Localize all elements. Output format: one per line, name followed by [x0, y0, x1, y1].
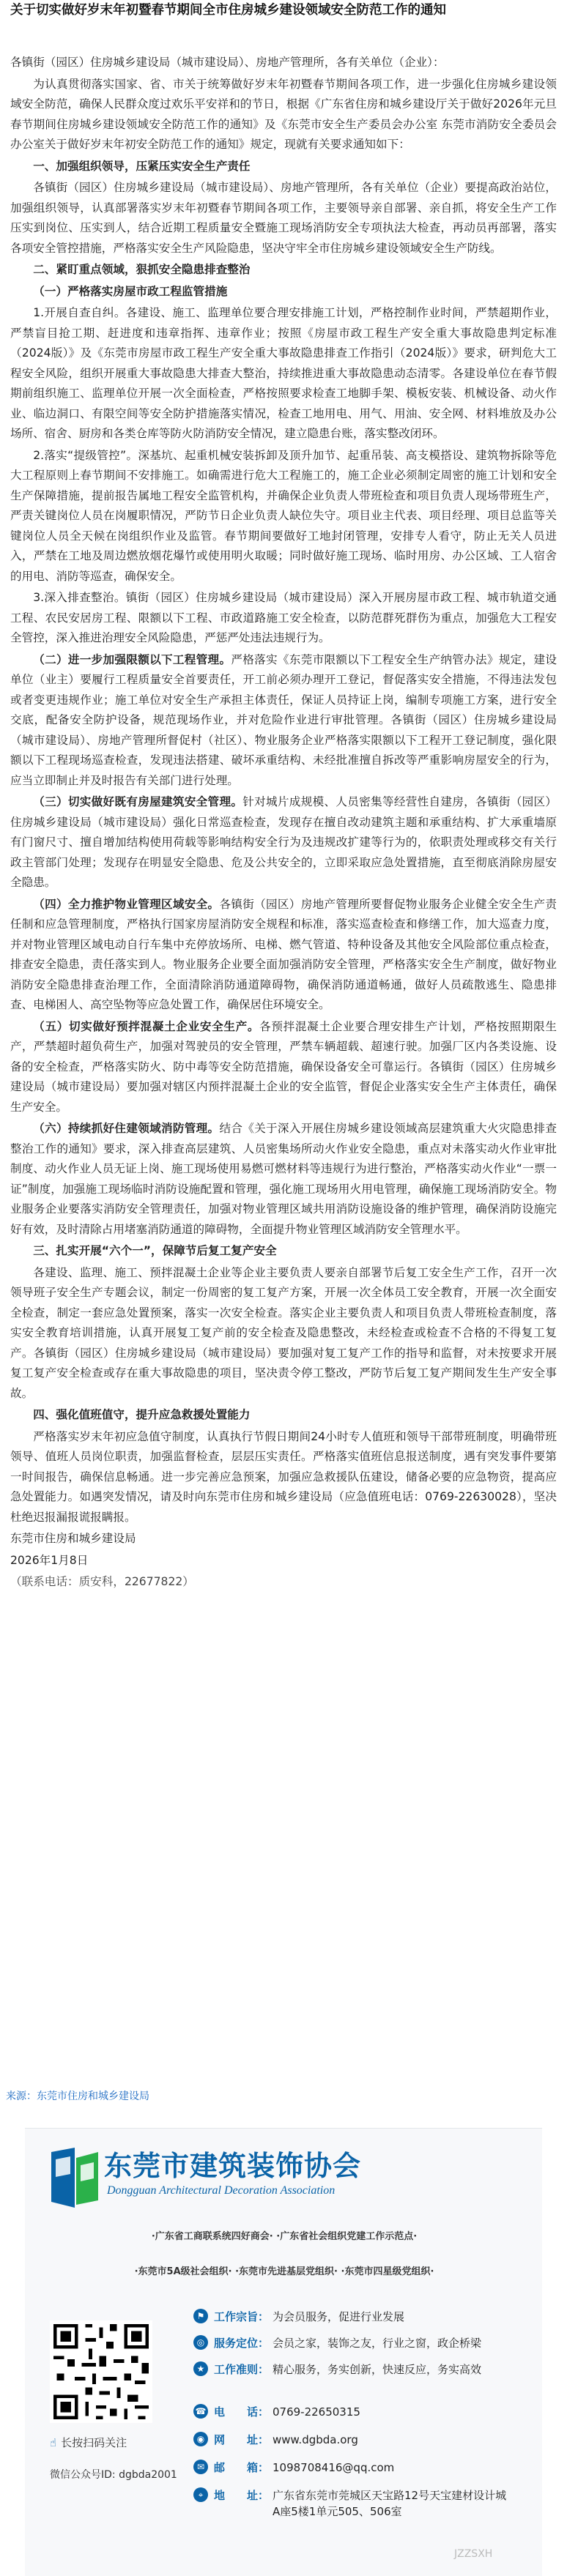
association-logo-icon [47, 2145, 101, 2211]
section-heading-4: 四、强化值班值守，提升应急救援处置能力 [33, 1408, 251, 1421]
phone-icon: ☎ [193, 2404, 208, 2419]
association-tagline-1: ·广东省工商联系统四好商会· ·广东省社会组织党建工作示范点· [151, 2231, 418, 2242]
wechat-id: 微信公众号ID: dgbda2001 [50, 2469, 177, 2481]
target-icon: ◎ [193, 2335, 208, 2350]
association-card [25, 2128, 542, 2576]
subsection-heading-2-4: （四）全力推护物业管理区域安全。 [33, 897, 220, 911]
paragraph-2-4 [10, 895, 557, 1016]
paragraph-2-4-body: 各镇街（园区）房地产管理所要督促物业服务企业健全安全生产责任制和应急管理制度，严格执行国家房屋消防安全规程和标准，落实巡查检查和修缮工作，加大巡查力度，并对物业管理区域电动自行车集中充停放场所、电梯、燃气管道、特种设备及其他安全风险部位重点检查，排查安全隐患，责任落实到人。物业服务企业要全面加强消防安全管理，严格落实安全生产制度，做好物业消防安全隐患排查治理工作，全面清除消防通道障碍物，确保消防通道畅通，做好人员疏散逃生、隐患排查、电梯困人、高空坠物等应急处置工作，确保居住环境安全。 [10, 897, 557, 1011]
paragraph-2-1b: 2.落实“提级管控”。深基坑、起重机械安装拆卸及顶升加节、起重吊装、高支模搭设、建筑物拆除等危大工程原则上春节期间不安排施工。如确需进行危大工程施工的，施工企业必须制定周密的施工计划和安全生产保障措施，提前报告属地工程安全监管机构，并确保企业负责人带班检查和项目负责人现场带班生产，严责关键岗位人员在岗履职情况，严防节日企业负责人缺位失守。项目业主代表、项目经理、项目总监等关键岗位人员全天候在岗组织作业及监管。春节期间要做好工地封闭管理，安排专人看守，防止无关人员进入，严禁在工地及周边燃放烟花爆竹或使用明火取暖；同时做好施工现场、临时用房、办公区域、工人宿舍的用电、消防等巡查，确保安全。 [10, 448, 557, 583]
subsection-heading-2-5: （五）切实做好预拌混凝土企业安全生产。 [33, 1019, 260, 1033]
section-heading-1: 一、加强组织领导，压紧压实安全生产责任 [33, 159, 251, 173]
signature-org: 东莞市住房和城乡建设局 [10, 1532, 136, 1545]
info-row-website: ◉ 网 址： www.dgbda.org [193, 2432, 516, 2448]
globe-icon: ◉ [193, 2432, 208, 2446]
qr-code-icon[interactable] [50, 2320, 152, 2423]
info-row-address: ⌖ 地 址： 广东省东莞市莞城区天宝路12号天宝建材设计城A座5楼1单元505、506室 [193, 2487, 516, 2520]
hand-tap-icon: ☝ [50, 2436, 57, 2449]
location-pin-icon: ⌖ [193, 2487, 208, 2502]
section-paragraph-3: 各建设、监理、施工、预拌混凝土企业等企业主要负责人要亲自部署节后复工安全生产工作，召开一次领导班子安全生产专题会议，制定一份周密的复工复产方案，开展一次全体员工安全教育，开展一次全面安全检查，制定一套应急处置预案，落实一次安全检查。落实企业主要负责人和项目负责人带班检查制度，落实安全教育培训措施，认真开展复工复产前的安全检查及隐患整改，未经检查或检查不合格的不得复工复产。各镇街（园区）住房城乡建设局（城市建设局）要加强对复工复产工作的指导和监督，对未按要求开展复工复产安全检查或存在重大事故隐患的项目，坚决责令停工整改，严防节后复工复产期间发生生产安全事故。 [10, 1265, 557, 1400]
info-row-positioning: ◎ 服务定位： 会员之家，装饰之友，行业之窗，政企桥梁 [193, 2335, 516, 2351]
info-row-phone: ☎ 电 话： 0769-22650315 [193, 2404, 516, 2420]
subsection-heading-2-2: （二）进一步加强限额以下工程管理。 [33, 652, 231, 666]
article-body [10, 53, 557, 1594]
info-row-email: ✉ 邮 箱： 1098708416@qq.com [193, 2460, 516, 2476]
qr-caption-text: 长按扫码关注 [61, 2436, 127, 2449]
signature-date: 2026年1月8日 [10, 1553, 89, 1567]
paragraph-2-1c: 3.深入排查整治。镇街（园区）住房城乡建设局（城市建设局）深入开展房屋市政工程、城市轨道交通工程、农民安居房工程、限额以下工程、市政道路施工安全检查，以防范群死群伤为重点，加强危大工程安全管控，深入推进治理安全风险隐患，严惩严处违法违规行为。 [10, 591, 557, 644]
subsection-heading-2-3: （三）切实做好既有房屋建筑安全管理。 [33, 795, 243, 808]
association-name-en: Dongguan Architectural Decoration Association [107, 2184, 336, 2197]
paragraph-2-1a: 1.开展自查自纠。各建设、施工、监理单位要合理安排施工计划，严格控制作业时间，严禁超期作业，严禁盲目抢工期、赶进度和违章指挥、违章作业；按照《房屋市政工程生产安全重大事故隐患判定标准（2024版）》及《东莞市房屋市政工程生产安全重大事故隐患排查工作指引（2024版）》要求，研判危大工程安全风险，组织开展重大事故隐患大排查大整治，持续推进重大事故隐患动态清零。各建设单位在春节假期前组织施工、监理单位开展一次全面检查，严格按照要求检查工地脚手架、模板安装、机械设备、动火作业、临边洞口、有限空间等安全防护措施落实情况，检查工地用电、用气、用油、安全网、材料堆放及办公场所、宿舍、厨房和各类仓库等防火防消防安全情况，建立隐患台账，落实整改闭环。 [10, 306, 557, 440]
paragraph-2-5-body: 各预拌混凝土企业要合理安排生产计划，严格按照期限生产，严禁超时超负荷生产，加强对驾驶员的安全管理，严禁车辆超载、超速行驶。加强厂区内各类设施、设备的安全检查，严格落实防火、防中毒等安全防范措施，确保设备安全可靠运行。各镇街（园区）住房城乡建设局（城市建设局）要加强对辖区内预拌混凝土企业的安全监管，督促企业落实安全生产主体责任，确保生产安全。 [10, 1019, 557, 1114]
salutation: 各镇街（园区）住房城乡建设局（城市建设局）、房地产管理所，各有关单位（企业）： [10, 56, 445, 69]
section-paragraph-4: 严格落实岁末年初应急值守制度，认真执行节假日期间24小时专人值班和领导干部带班制度，明确带班领导、值班人员岗位职责，加强监督检查，层层压实责任。严格落实值班信息报送制度，遇有突发事件要第一时间报告，确保信息畅通。进一步完善应急预案，加强应急救援队伍建设，储备必要的应急物资，提高应急处置能力。如遇突发情况，请及时向东莞市住房和城乡建设局（应急值班电话：0769-22630028），坚决杜绝迟报漏报谎报瞒报。 [10, 1429, 557, 1524]
association-name: 东莞市建筑装饰协会 [104, 2151, 362, 2182]
section-heading-2: 二、紧盯重点领域，狠抓安全隐患排查整治 [33, 263, 251, 276]
mail-icon: ✉ [193, 2460, 208, 2474]
paragraph-2-6 [10, 1119, 557, 1240]
subsection-heading-2-6: （六）持续抓好住建领域消防管理。 [33, 1122, 220, 1135]
intro-paragraph: 为认真贯彻落实国家、省、市关于统筹做好岁末年初暨春节期间各项工作，进一步强化住房城乡建设领域安全防范，确保人民群众度过欢乐平安祥和的节日，根据《广东省住房和城乡建设厅关于做好2026年元旦春节期间住房城乡建设领域安全防范工作的通知》及《东莞市安全生产委员会办公室 东莞市消防安全委员会办公室关于做好岁末年初安全防范工作的通知》规定，现就有关要求通知如下： [10, 77, 557, 151]
info-row-purpose: ⚑ 工作宗旨： 为会员服务，促进行业发展 [193, 2309, 516, 2325]
paragraph-2-6-body: 结合《关于深入开展住房城乡建设领域高层建筑重大火灾隐患排查整治工作的通知》要求，深入排查高层建筑、人员密集场所动火作业安全隐患，重点对未落实动火作业审批制度、动火作业人员无证上岗、施工现场使用易燃可燃材料等违规行为进行整治，严格落实动火作业“一票一证”制度，加强施工现场临时消防设施配置和管理，强化施工现场用火用电管理，确保施工现场消防安全。物业服务企业要落实消防安全管理责任，加强对物业管理区域共用消防设施设备的维护管理，确保消防设施完好有效，及时清除占用堵塞消防通道的障碍物，全面提升物业管理区域消防安全管理水平。 [10, 1122, 557, 1236]
section-heading-3: 三、扎实开展“六个一”，保障节后复工复产安全 [33, 1244, 277, 1257]
source-line[interactable]: 来源：东莞市住房和城乡建设局 [6, 2091, 149, 2102]
paragraph-2-3 [10, 792, 557, 893]
contact-line: （联系电话：质安科，22677822） [10, 1575, 194, 1588]
watermark: JZZSXH [454, 2548, 493, 2560]
info-row-principle: ★ 工作准则： 精心服务，务实创新，快速反应，务实高效 [193, 2361, 516, 2378]
association-tagline-2: ·东莞市5A级社会组织· ·东莞市先进基层党组织· ·东莞市四星级党组织· [134, 2266, 434, 2277]
star-icon: ★ [193, 2361, 208, 2376]
section-paragraph-1: 各镇街（园区）住房城乡建设局（城市建设局）、房地产管理所，各有关单位（企业）要提高政治站位，加强组织领导，认真部署落实岁末年初暨春节期间各项工作，主要领导亲自部署、亲自抓，将安全生产工作压实到岗位、压实到人，结合近期工程质量安全暨施工现场消防安全专项执法大检查，再动员再部署，落实各项安全管控措施，严格落实安全生产风险隐患，坚决守牢全市住房城乡建设领域安全生产防线。 [10, 181, 557, 255]
paragraph-2-5 [10, 1017, 557, 1118]
paragraph-2-3-body: 针对城片成规模、人员密集等经营性自建房，各镇街（园区）住房城乡建设局（城市建设局）强化日常巡查检查，发现存在擅自改动建筑主题和承重结构、扩大承重墙原有门窗尺寸、擅自增加结构使用荷载等影响结构安全行为及违规改扩建等行为的，依职责处理或移交有关行政主管部门处理；发现存在明显安全隐患、危及公共安全的，立即采取应急处置措施，直至彻底消除房屋安全隐患。 [10, 795, 557, 889]
paragraph-2-2 [10, 650, 557, 792]
flag-icon: ⚑ [193, 2309, 208, 2323]
paragraph-2-2-body: 严格落实《东莞市限额以下工程安全生产纳管办法》规定，建设单位（业主）要履行工程质量安全首要责任，开工前必须办理开工登记，督促落实安全措施，不得违法发包或者变更违规作业；施工单位对安全生产承担主体责任，保证人员持证上岗，编制专项施工方案，进行安全交底，配备安全防护设备，规范现场作业，并对危险作业进行审批管理。各镇街（园区）住房城乡建设局（城市建设局）、房地产管理所督促村（社区）、物业服务企业严格落实限额以下工程开工登记制度，强化限额以下工程现场巡查检查，发现违法搭建、破坏承重结构、未经批准擅自拆改等严重影响房屋安全的行为，应当立即制止并及时报告有关部门进行处理。 [10, 652, 557, 787]
subsection-heading-2-1: （一）严格落实房屋市政工程监管措施 [33, 284, 228, 298]
qr-caption [50, 2435, 167, 2450]
article-title: 关于切实做好岁末年初暨春节期间全市住房城乡建设领域安全防范工作的通知 [10, 3, 446, 18]
